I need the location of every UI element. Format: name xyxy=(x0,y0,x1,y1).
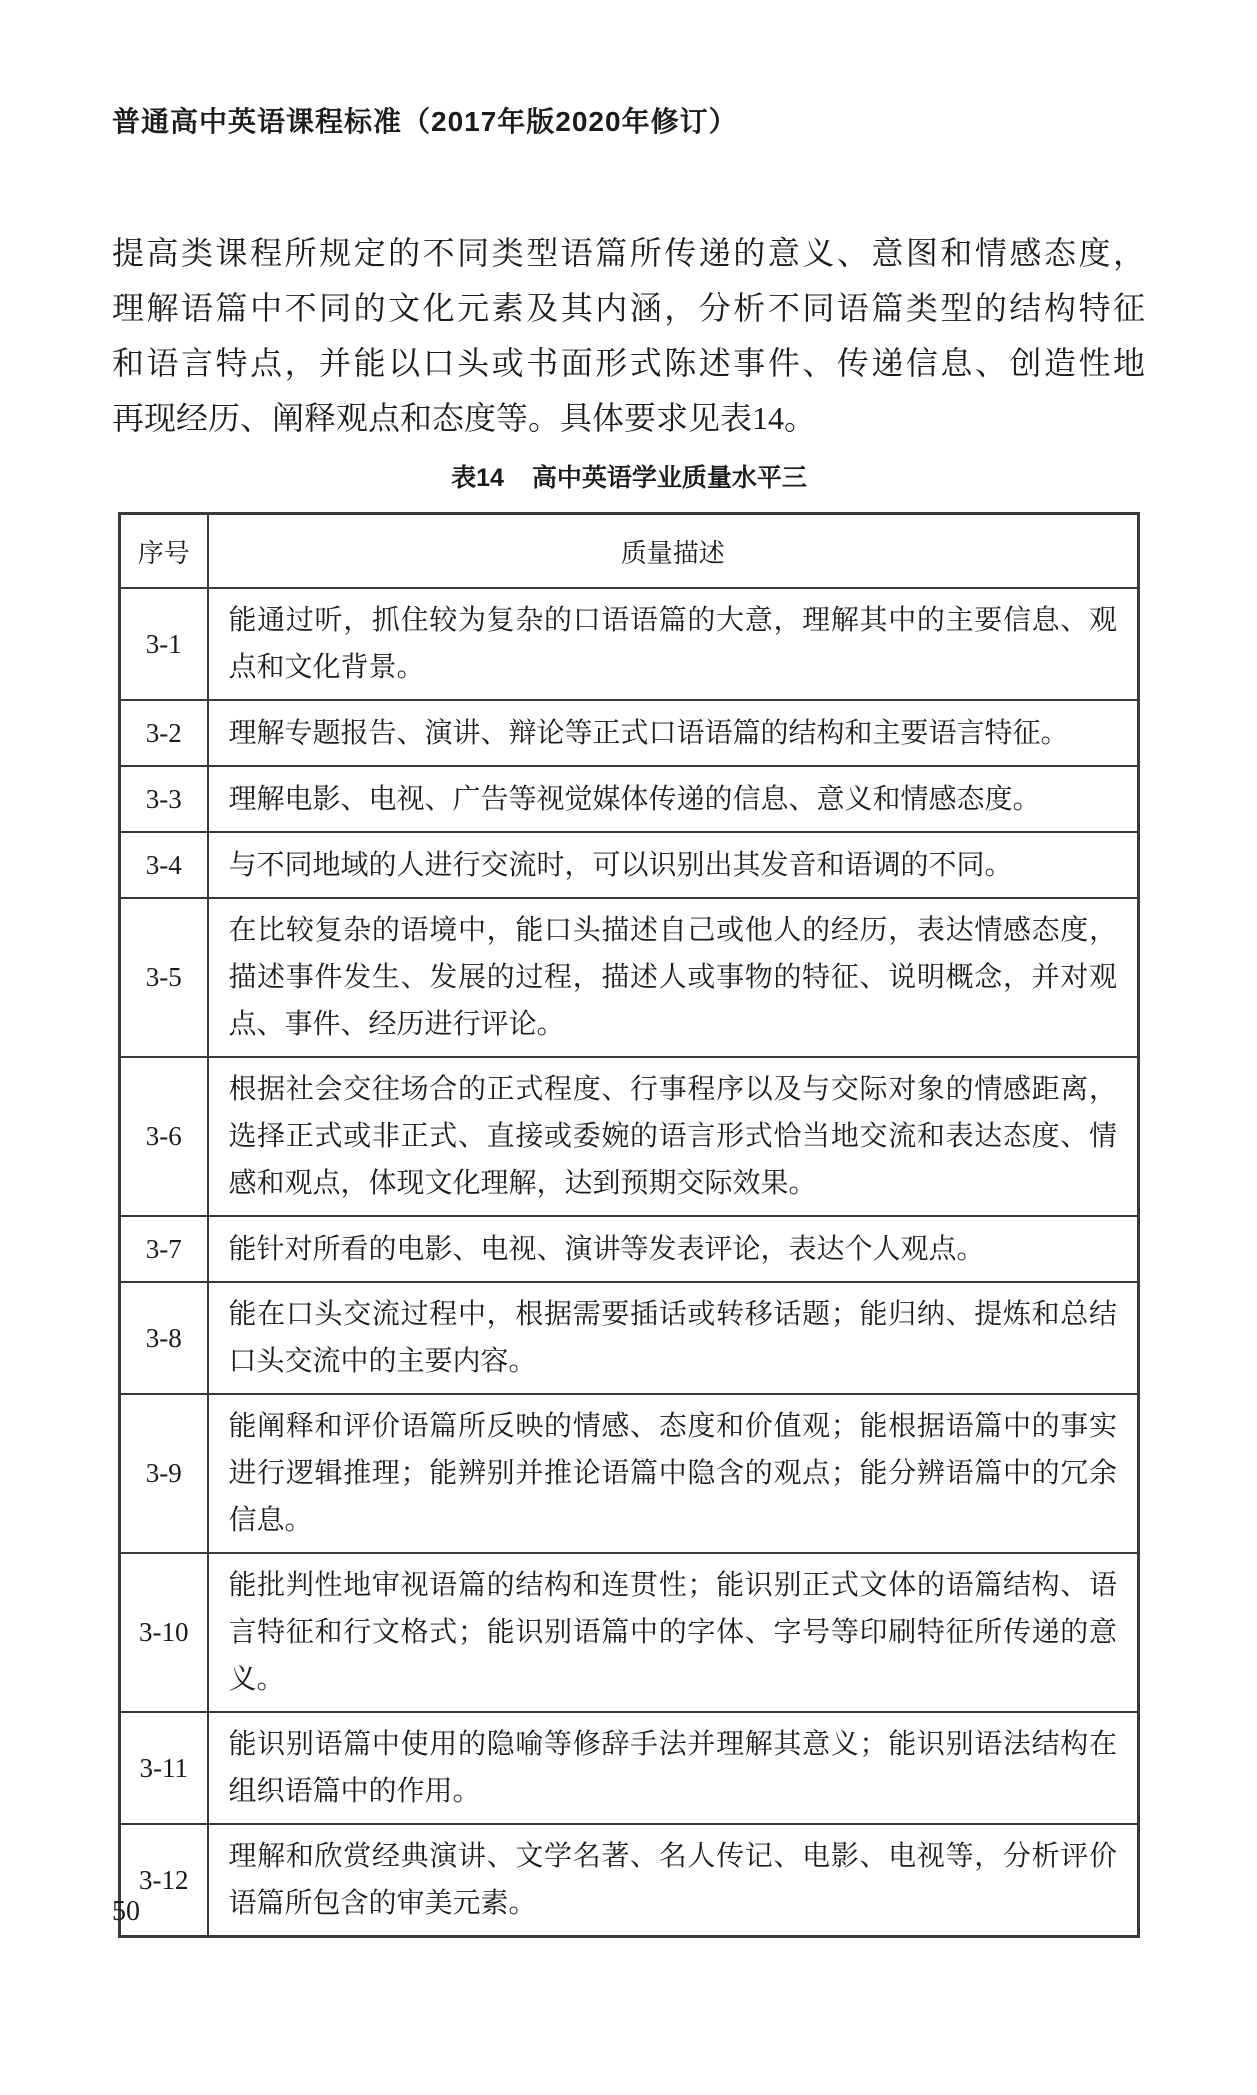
row-desc: 根据社会交往场合的正式程度、行事程序以及与交际对象的情感距离，选择正式或非正式、直接或委婉的语言形式恰当地交流和表达态度、情感和观点，体现文化理解，达到预期交际效果。 xyxy=(208,1057,1139,1216)
table-row xyxy=(120,1057,1139,1216)
row-id: 3-4 xyxy=(120,832,208,898)
table-row xyxy=(120,1553,1139,1712)
table-row xyxy=(120,1712,1139,1824)
row-id: 3-1 xyxy=(120,588,208,700)
table-row xyxy=(120,700,1139,766)
row-id: 3-3 xyxy=(120,766,208,832)
paragraph-line: 理解语篇中不同的文化元素及其内涵，分析不同语篇类型的结构特征 xyxy=(112,290,1145,326)
table-row xyxy=(120,1824,1139,1937)
quality-table xyxy=(118,512,1140,1938)
row-id: 3-7 xyxy=(120,1216,208,1282)
running-header: 普通高中英语课程标准（2017年版2020年修订） xyxy=(112,106,738,137)
row-id: 3-10 xyxy=(120,1553,208,1712)
table-row xyxy=(120,898,1139,1057)
table-caption xyxy=(118,458,1140,494)
paragraph-line: 再现经历、阐释观点和态度等。具体要求见表14。 xyxy=(112,400,817,436)
row-desc: 理解和欣赏经典演讲、文学名著、名人传记、电影、电视等，分析评价语篇所包含的审美元素。 xyxy=(208,1824,1139,1937)
column-header-id: 序号 xyxy=(120,514,208,589)
table-row xyxy=(120,1282,1139,1394)
table-row xyxy=(120,588,1139,700)
table-caption-title: 高中英语学业质量水平三 xyxy=(531,464,807,492)
table-row xyxy=(120,832,1139,898)
column-header-desc: 质量描述 xyxy=(208,514,1139,589)
row-desc: 能批判性地审视语篇的结构和连贯性；能识别正式文体的语篇结构、语言特征和行文格式；能识别语篇中的字体、字号等印刷特征所传递的意义。 xyxy=(208,1553,1139,1712)
paragraph-line: 和语言特点，并能以口头或书面形式陈述事件、传递信息、创造性地 xyxy=(112,345,1145,381)
row-desc: 在比较复杂的语境中，能口头描述自己或他人的经历，表达情感态度，描述事件发生、发展的过程，描述人或事物的特征、说明概念，并对观点、事件、经历进行评论。 xyxy=(208,898,1139,1057)
row-desc: 理解电影、电视、广告等视觉媒体传递的信息、意义和情感态度。 xyxy=(208,766,1139,832)
page-number: 50 xyxy=(112,1896,140,1927)
paragraph-line: 提高类课程所规定的不同类型语篇所传递的意义、意图和情感态度， xyxy=(112,235,1145,271)
row-id: 3-11 xyxy=(120,1712,208,1824)
row-desc: 理解专题报告、演讲、辩论等正式口语语篇的结构和主要语言特征。 xyxy=(208,700,1139,766)
row-desc: 能通过听，抓住较为复杂的口语语篇的大意，理解其中的主要信息、观点和文化背景。 xyxy=(208,588,1139,700)
row-id: 3-8 xyxy=(120,1282,208,1394)
row-id: 3-2 xyxy=(120,700,208,766)
row-desc: 能阐释和评价语篇所反映的情感、态度和价值观；能根据语篇中的事实进行逻辑推理；能辨别并推论语篇中隐含的观点；能分辨语篇中的冗余信息。 xyxy=(208,1394,1139,1553)
row-id: 3-5 xyxy=(120,898,208,1057)
row-desc: 能针对所看的电影、电视、演讲等发表评论，表达个人观点。 xyxy=(208,1216,1139,1282)
table-row xyxy=(120,766,1139,832)
row-desc: 与不同地域的人进行交流时，可以识别出其发音和语调的不同。 xyxy=(208,832,1139,898)
row-id: 3-9 xyxy=(120,1394,208,1553)
table-caption-label: 表14 xyxy=(451,464,504,492)
table-row xyxy=(120,1216,1139,1282)
row-desc: 能在口头交流过程中，根据需要插话或转移话题；能归纳、提炼和总结口头交流中的主要内容。 xyxy=(208,1282,1139,1394)
row-desc: 能识别语篇中使用的隐喻等修辞手法并理解其意义；能识别语法结构在组织语篇中的作用。 xyxy=(208,1712,1139,1824)
table-header-row xyxy=(120,514,1139,589)
table-row xyxy=(120,1394,1139,1553)
row-id: 3-12 xyxy=(120,1824,208,1937)
body-paragraph xyxy=(112,226,1145,446)
row-id: 3-6 xyxy=(120,1057,208,1216)
